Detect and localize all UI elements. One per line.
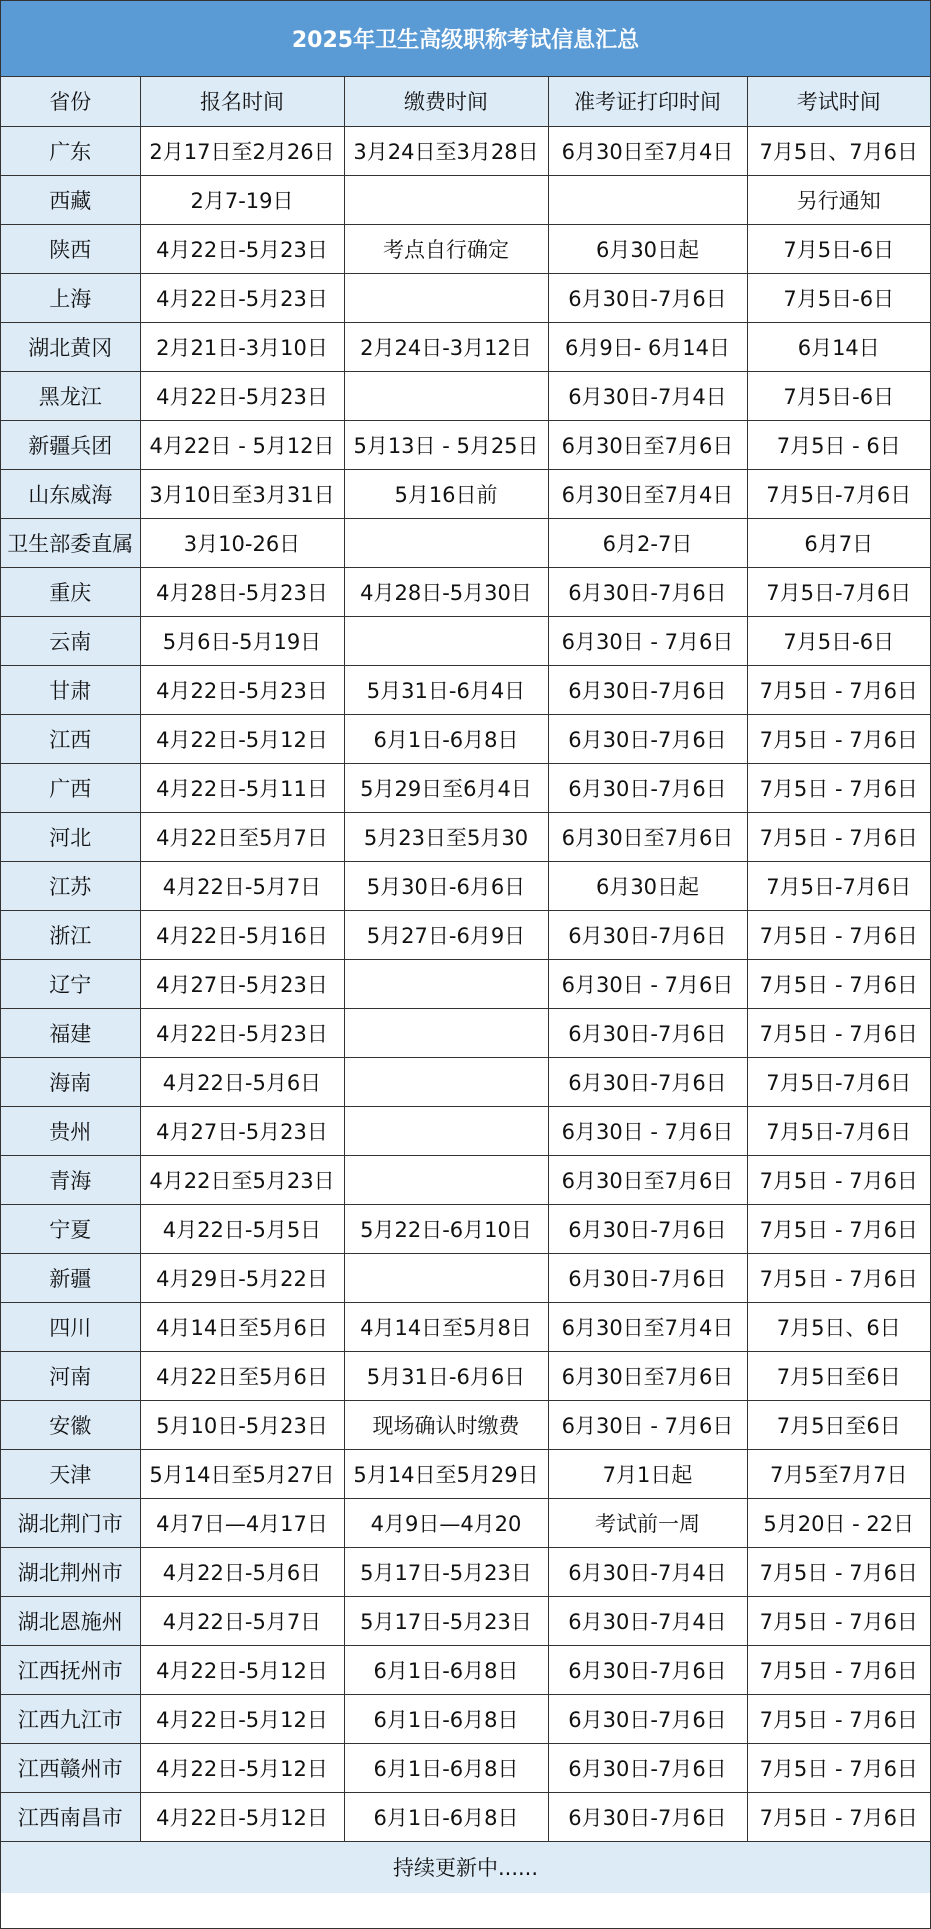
exam-time-cell: 7月5日-6日 xyxy=(747,273,930,322)
registration-time-cell: 4月22日 - 5月12日 xyxy=(140,420,344,469)
payment-time-cell xyxy=(344,959,548,1008)
exam-time-cell: 7月5日 - 7月6日 xyxy=(747,665,930,714)
registration-time-cell: 4月22日-5月23日 xyxy=(140,371,344,420)
payment-time-cell xyxy=(344,1008,548,1057)
province-cell: 河北 xyxy=(1,812,140,861)
table-row xyxy=(1,1204,930,1253)
payment-time-cell xyxy=(344,371,548,420)
payment-time-cell: 4月28日-5月30日 xyxy=(344,567,548,616)
payment-time-cell: 5月17日-5月23日 xyxy=(344,1596,548,1645)
admission-print-time-cell: 7月1日起 xyxy=(548,1449,747,1498)
admission-print-time-cell: 6月30日 - 7月6日 xyxy=(548,1400,747,1449)
exam-time-cell: 7月5日-6日 xyxy=(747,616,930,665)
province-cell: 甘肃 xyxy=(1,665,140,714)
exam-time-cell: 7月5日 - 7月6日 xyxy=(747,812,930,861)
table-row xyxy=(1,1057,930,1106)
province-cell: 江西 xyxy=(1,714,140,763)
province-cell: 天津 xyxy=(1,1449,140,1498)
province-cell: 重庆 xyxy=(1,567,140,616)
exam-time-cell: 7月5日-7月6日 xyxy=(747,469,930,518)
payment-time-cell: 考点自行确定 xyxy=(344,224,548,273)
payment-time-cell: 6月1日-6月8日 xyxy=(344,1694,548,1743)
table-row xyxy=(1,1694,930,1743)
payment-time-cell xyxy=(344,616,548,665)
admission-print-time-cell: 考试前一周 xyxy=(548,1498,747,1547)
table-row xyxy=(1,714,930,763)
province-cell: 江西抚州市 xyxy=(1,1645,140,1694)
table-row xyxy=(1,567,930,616)
province-cell: 新疆兵团 xyxy=(1,420,140,469)
table-header-row xyxy=(1,77,930,126)
payment-time-cell xyxy=(344,175,548,224)
payment-time-cell: 6月1日-6月8日 xyxy=(344,714,548,763)
registration-time-cell: 4月22日-5月23日 xyxy=(140,1008,344,1057)
table-row xyxy=(1,1547,930,1596)
registration-time-cell: 4月22日-5月11日 xyxy=(140,763,344,812)
table-row xyxy=(1,371,930,420)
payment-time-cell: 5月22日-6月10日 xyxy=(344,1204,548,1253)
exam-time-cell: 7月5日至6日 xyxy=(747,1351,930,1400)
table-body xyxy=(1,126,930,1841)
exam-time-cell: 7月5日 - 7月6日 xyxy=(747,1008,930,1057)
exam-time-cell: 7月5日、6日 xyxy=(747,1302,930,1351)
province-cell: 湖北恩施州 xyxy=(1,1596,140,1645)
payment-time-cell: 5月14日至5月29日 xyxy=(344,1449,548,1498)
table-row xyxy=(1,1351,930,1400)
admission-print-time-cell: 6月30日起 xyxy=(548,861,747,910)
table-row xyxy=(1,420,930,469)
province-cell: 海南 xyxy=(1,1057,140,1106)
exam-time-cell: 7月5日 - 7月6日 xyxy=(747,1645,930,1694)
exam-time-cell: 7月5日 - 7月6日 xyxy=(747,910,930,959)
payment-time-cell: 5月31日-6月6日 xyxy=(344,1351,548,1400)
exam-time-cell: 7月5日-7月6日 xyxy=(747,1106,930,1155)
admission-print-time-cell: 6月30日至7月4日 xyxy=(548,1302,747,1351)
province-cell: 湖北黄冈 xyxy=(1,322,140,371)
admission-print-time-cell: 6月30日-7月6日 xyxy=(548,1694,747,1743)
exam-time-cell: 7月5日、7月6日 xyxy=(747,126,930,175)
exam-time-cell: 7月5日 - 7月6日 xyxy=(747,1547,930,1596)
province-cell: 江西赣州市 xyxy=(1,1743,140,1792)
admission-print-time-cell: 6月30日-7月6日 xyxy=(548,714,747,763)
exam-time-cell: 7月5至7月7日 xyxy=(747,1449,930,1498)
registration-time-cell: 4月22日-5月5日 xyxy=(140,1204,344,1253)
payment-time-cell xyxy=(344,1155,548,1204)
payment-time-cell: 3月24日至3月28日 xyxy=(344,126,548,175)
table-row xyxy=(1,861,930,910)
table-row xyxy=(1,763,930,812)
registration-time-cell: 4月27日-5月23日 xyxy=(140,959,344,1008)
province-cell: 河南 xyxy=(1,1351,140,1400)
registration-time-cell: 5月10日-5月23日 xyxy=(140,1400,344,1449)
table-row xyxy=(1,1449,930,1498)
exam-info-table xyxy=(1,77,930,1842)
payment-time-cell xyxy=(344,1057,548,1106)
payment-time-cell: 5月30日-6月6日 xyxy=(344,861,548,910)
table-row xyxy=(1,126,930,175)
table-row xyxy=(1,1155,930,1204)
payment-time-cell: 6月1日-6月8日 xyxy=(344,1743,548,1792)
registration-time-cell: 3月10日至3月31日 xyxy=(140,469,344,518)
admission-print-time-cell: 6月30日-7月6日 xyxy=(548,1645,747,1694)
payment-time-cell: 现场确认时缴费 xyxy=(344,1400,548,1449)
admission-print-time-cell: 6月30日-7月6日 xyxy=(548,910,747,959)
table-row xyxy=(1,665,930,714)
registration-time-cell: 4月28日-5月23日 xyxy=(140,567,344,616)
payment-time-cell: 6月1日-6月8日 xyxy=(344,1645,548,1694)
exam-time-cell: 7月5日 - 6日 xyxy=(747,420,930,469)
registration-time-cell: 4月22日-5月7日 xyxy=(140,1596,344,1645)
exam-time-cell: 7月5日 - 7月6日 xyxy=(747,714,930,763)
exam-time-cell: 7月5日-6日 xyxy=(747,224,930,273)
admission-print-time-cell: 6月30日至7月6日 xyxy=(548,1351,747,1400)
admission-print-time-cell: 6月30日至7月4日 xyxy=(548,126,747,175)
province-cell: 新疆 xyxy=(1,1253,140,1302)
exam-time-cell: 7月5日 - 7月6日 xyxy=(747,1694,930,1743)
exam-time-cell: 7月5日-7月6日 xyxy=(747,1057,930,1106)
registration-time-cell: 4月22日-5月23日 xyxy=(140,224,344,273)
registration-time-cell: 4月27日-5月23日 xyxy=(140,1106,344,1155)
province-cell: 辽宁 xyxy=(1,959,140,1008)
table-row xyxy=(1,1253,930,1302)
province-cell: 卫生部委直属 xyxy=(1,518,140,567)
payment-time-cell xyxy=(344,1253,548,1302)
table-row xyxy=(1,1008,930,1057)
registration-time-cell: 4月22日-5月12日 xyxy=(140,1645,344,1694)
exam-time-cell: 7月5日 - 7月6日 xyxy=(747,1596,930,1645)
admission-print-time-cell: 6月30日至7月6日 xyxy=(548,420,747,469)
table-row xyxy=(1,812,930,861)
payment-time-cell: 5月16日前 xyxy=(344,469,548,518)
exam-time-cell: 7月5日 - 7月6日 xyxy=(747,1792,930,1841)
province-cell: 上海 xyxy=(1,273,140,322)
registration-time-cell: 4月22日-5月6日 xyxy=(140,1057,344,1106)
registration-time-cell: 2月7-19日 xyxy=(140,175,344,224)
table-row xyxy=(1,616,930,665)
admission-print-time-cell: 6月30日至7月6日 xyxy=(548,812,747,861)
province-cell: 云南 xyxy=(1,616,140,665)
admission-print-time-cell: 6月30日至7月6日 xyxy=(548,1155,747,1204)
admission-print-time-cell: 6月30日-7月6日 xyxy=(548,1204,747,1253)
table-row xyxy=(1,1792,930,1841)
header-admission-print-time: 准考证打印时间 xyxy=(548,77,747,126)
payment-time-cell: 5月29日至6月4日 xyxy=(344,763,548,812)
registration-time-cell: 4月22日-5月12日 xyxy=(140,714,344,763)
payment-time-cell: 5月13日 - 5月25日 xyxy=(344,420,548,469)
registration-time-cell: 4月22日-5月12日 xyxy=(140,1743,344,1792)
admission-print-time-cell: 6月30日-7月6日 xyxy=(548,1792,747,1841)
admission-print-time-cell: 6月30日-7月6日 xyxy=(548,1008,747,1057)
admission-print-time-cell: 6月30日-7月6日 xyxy=(548,1057,747,1106)
registration-time-cell: 4月22日至5月23日 xyxy=(140,1155,344,1204)
table-row xyxy=(1,1743,930,1792)
exam-time-cell: 另行通知 xyxy=(747,175,930,224)
admission-print-time-cell: 6月30日-7月6日 xyxy=(548,567,747,616)
exam-time-cell: 6月14日 xyxy=(747,322,930,371)
province-cell: 江西九江市 xyxy=(1,1694,140,1743)
table-row xyxy=(1,322,930,371)
exam-time-cell: 7月5日 - 7月6日 xyxy=(747,959,930,1008)
registration-time-cell: 4月22日-5月16日 xyxy=(140,910,344,959)
table-row xyxy=(1,175,930,224)
exam-time-cell: 7月5日-7月6日 xyxy=(747,567,930,616)
province-cell: 湖北荆州市 xyxy=(1,1547,140,1596)
payment-time-cell: 2月24日-3月12日 xyxy=(344,322,548,371)
exam-time-cell: 7月5日-7月6日 xyxy=(747,861,930,910)
admission-print-time-cell: 6月30日 - 7月6日 xyxy=(548,616,747,665)
table-row xyxy=(1,273,930,322)
payment-time-cell xyxy=(344,518,548,567)
registration-time-cell: 5月6日-5月19日 xyxy=(140,616,344,665)
registration-time-cell: 4月22日-5月23日 xyxy=(140,273,344,322)
registration-time-cell: 2月21日-3月10日 xyxy=(140,322,344,371)
province-cell: 安徽 xyxy=(1,1400,140,1449)
exam-time-cell: 7月5日 - 7月6日 xyxy=(747,1155,930,1204)
province-cell: 江苏 xyxy=(1,861,140,910)
admission-print-time-cell: 6月30日-7月6日 xyxy=(548,273,747,322)
payment-time-cell: 5月31日-6月4日 xyxy=(344,665,548,714)
registration-time-cell: 4月22日至5月6日 xyxy=(140,1351,344,1400)
province-cell: 广西 xyxy=(1,763,140,812)
admission-print-time-cell: 6月9日- 6月14日 xyxy=(548,322,747,371)
exam-time-cell: 5月20日 - 22日 xyxy=(747,1498,930,1547)
province-cell: 四川 xyxy=(1,1302,140,1351)
admission-print-time-cell: 6月30日 - 7月6日 xyxy=(548,1106,747,1155)
payment-time-cell: 5月17日-5月23日 xyxy=(344,1547,548,1596)
payment-time-cell: 4月14日至5月8日 xyxy=(344,1302,548,1351)
exam-time-cell: 7月5日 - 7月6日 xyxy=(747,1743,930,1792)
header-province: 省份 xyxy=(1,77,140,126)
registration-time-cell: 4月22日至5月7日 xyxy=(140,812,344,861)
registration-time-cell: 3月10-26日 xyxy=(140,518,344,567)
admission-print-time-cell: 6月30日-7月4日 xyxy=(548,1547,747,1596)
registration-time-cell: 4月22日-5月12日 xyxy=(140,1694,344,1743)
payment-time-cell xyxy=(344,1106,548,1155)
province-cell: 江西南昌市 xyxy=(1,1792,140,1841)
admission-print-time-cell: 6月30日-7月4日 xyxy=(548,1596,747,1645)
payment-time-cell: 6月1日-6月8日 xyxy=(344,1792,548,1841)
admission-print-time-cell: 6月30日-7月4日 xyxy=(548,371,747,420)
admission-print-time-cell: 6月30日至7月4日 xyxy=(548,469,747,518)
registration-time-cell: 4月22日-5月23日 xyxy=(140,665,344,714)
registration-time-cell: 4月29日-5月22日 xyxy=(140,1253,344,1302)
registration-time-cell: 4月22日-5月12日 xyxy=(140,1792,344,1841)
payment-time-cell: 5月27日-6月9日 xyxy=(344,910,548,959)
province-cell: 青海 xyxy=(1,1155,140,1204)
footer-note: 持续更新中...... xyxy=(1,1842,930,1893)
province-cell: 浙江 xyxy=(1,910,140,959)
province-cell: 黑龙江 xyxy=(1,371,140,420)
province-cell: 西藏 xyxy=(1,175,140,224)
province-cell: 山东威海 xyxy=(1,469,140,518)
province-cell: 福建 xyxy=(1,1008,140,1057)
table-row xyxy=(1,224,930,273)
province-cell: 广东 xyxy=(1,126,140,175)
exam-time-cell: 7月5日 - 7月6日 xyxy=(747,1204,930,1253)
header-registration-time: 报名时间 xyxy=(140,77,344,126)
registration-time-cell: 2月17日至2月26日 xyxy=(140,126,344,175)
admission-print-time-cell: 6月30日-7月6日 xyxy=(548,665,747,714)
admission-print-time-cell: 6月2-7日 xyxy=(548,518,747,567)
table-row xyxy=(1,1400,930,1449)
table-row xyxy=(1,910,930,959)
payment-time-cell: 4月9日—4月20 xyxy=(344,1498,548,1547)
table-row xyxy=(1,1106,930,1155)
province-cell: 陕西 xyxy=(1,224,140,273)
exam-time-cell: 7月5日 - 7月6日 xyxy=(747,763,930,812)
exam-time-cell: 7月5日 - 7月6日 xyxy=(747,1253,930,1302)
header-payment-time: 缴费时间 xyxy=(344,77,548,126)
admission-print-time-cell: 6月30日 - 7月6日 xyxy=(548,959,747,1008)
payment-time-cell xyxy=(344,273,548,322)
registration-time-cell: 4月22日-5月6日 xyxy=(140,1547,344,1596)
table-row xyxy=(1,1645,930,1694)
registration-time-cell: 4月7日—4月17日 xyxy=(140,1498,344,1547)
admission-print-time-cell: 6月30日-7月6日 xyxy=(548,1743,747,1792)
table-row xyxy=(1,1302,930,1351)
registration-time-cell: 5月14日至5月27日 xyxy=(140,1449,344,1498)
payment-time-cell: 5月23日至5月30 xyxy=(344,812,548,861)
province-cell: 宁夏 xyxy=(1,1204,140,1253)
page-title: 2025年卫生高级职称考试信息汇总 xyxy=(1,1,930,77)
province-cell: 贵州 xyxy=(1,1106,140,1155)
admission-print-time-cell: 6月30日-7月6日 xyxy=(548,763,747,812)
admission-print-time-cell: 6月30日起 xyxy=(548,224,747,273)
admission-print-time-cell xyxy=(548,175,747,224)
admission-print-time-cell: 6月30日-7月6日 xyxy=(548,1253,747,1302)
table-row xyxy=(1,518,930,567)
table-row xyxy=(1,959,930,1008)
exam-time-cell: 7月5日至6日 xyxy=(747,1400,930,1449)
registration-time-cell: 4月22日-5月7日 xyxy=(140,861,344,910)
header-exam-time: 考试时间 xyxy=(747,77,930,126)
province-cell: 湖北荆门市 xyxy=(1,1498,140,1547)
registration-time-cell: 4月14日至5月6日 xyxy=(140,1302,344,1351)
table-row xyxy=(1,1596,930,1645)
exam-time-cell: 6月7日 xyxy=(747,518,930,567)
table-row xyxy=(1,469,930,518)
table-row xyxy=(1,1498,930,1547)
exam-time-cell: 7月5日-6日 xyxy=(747,371,930,420)
